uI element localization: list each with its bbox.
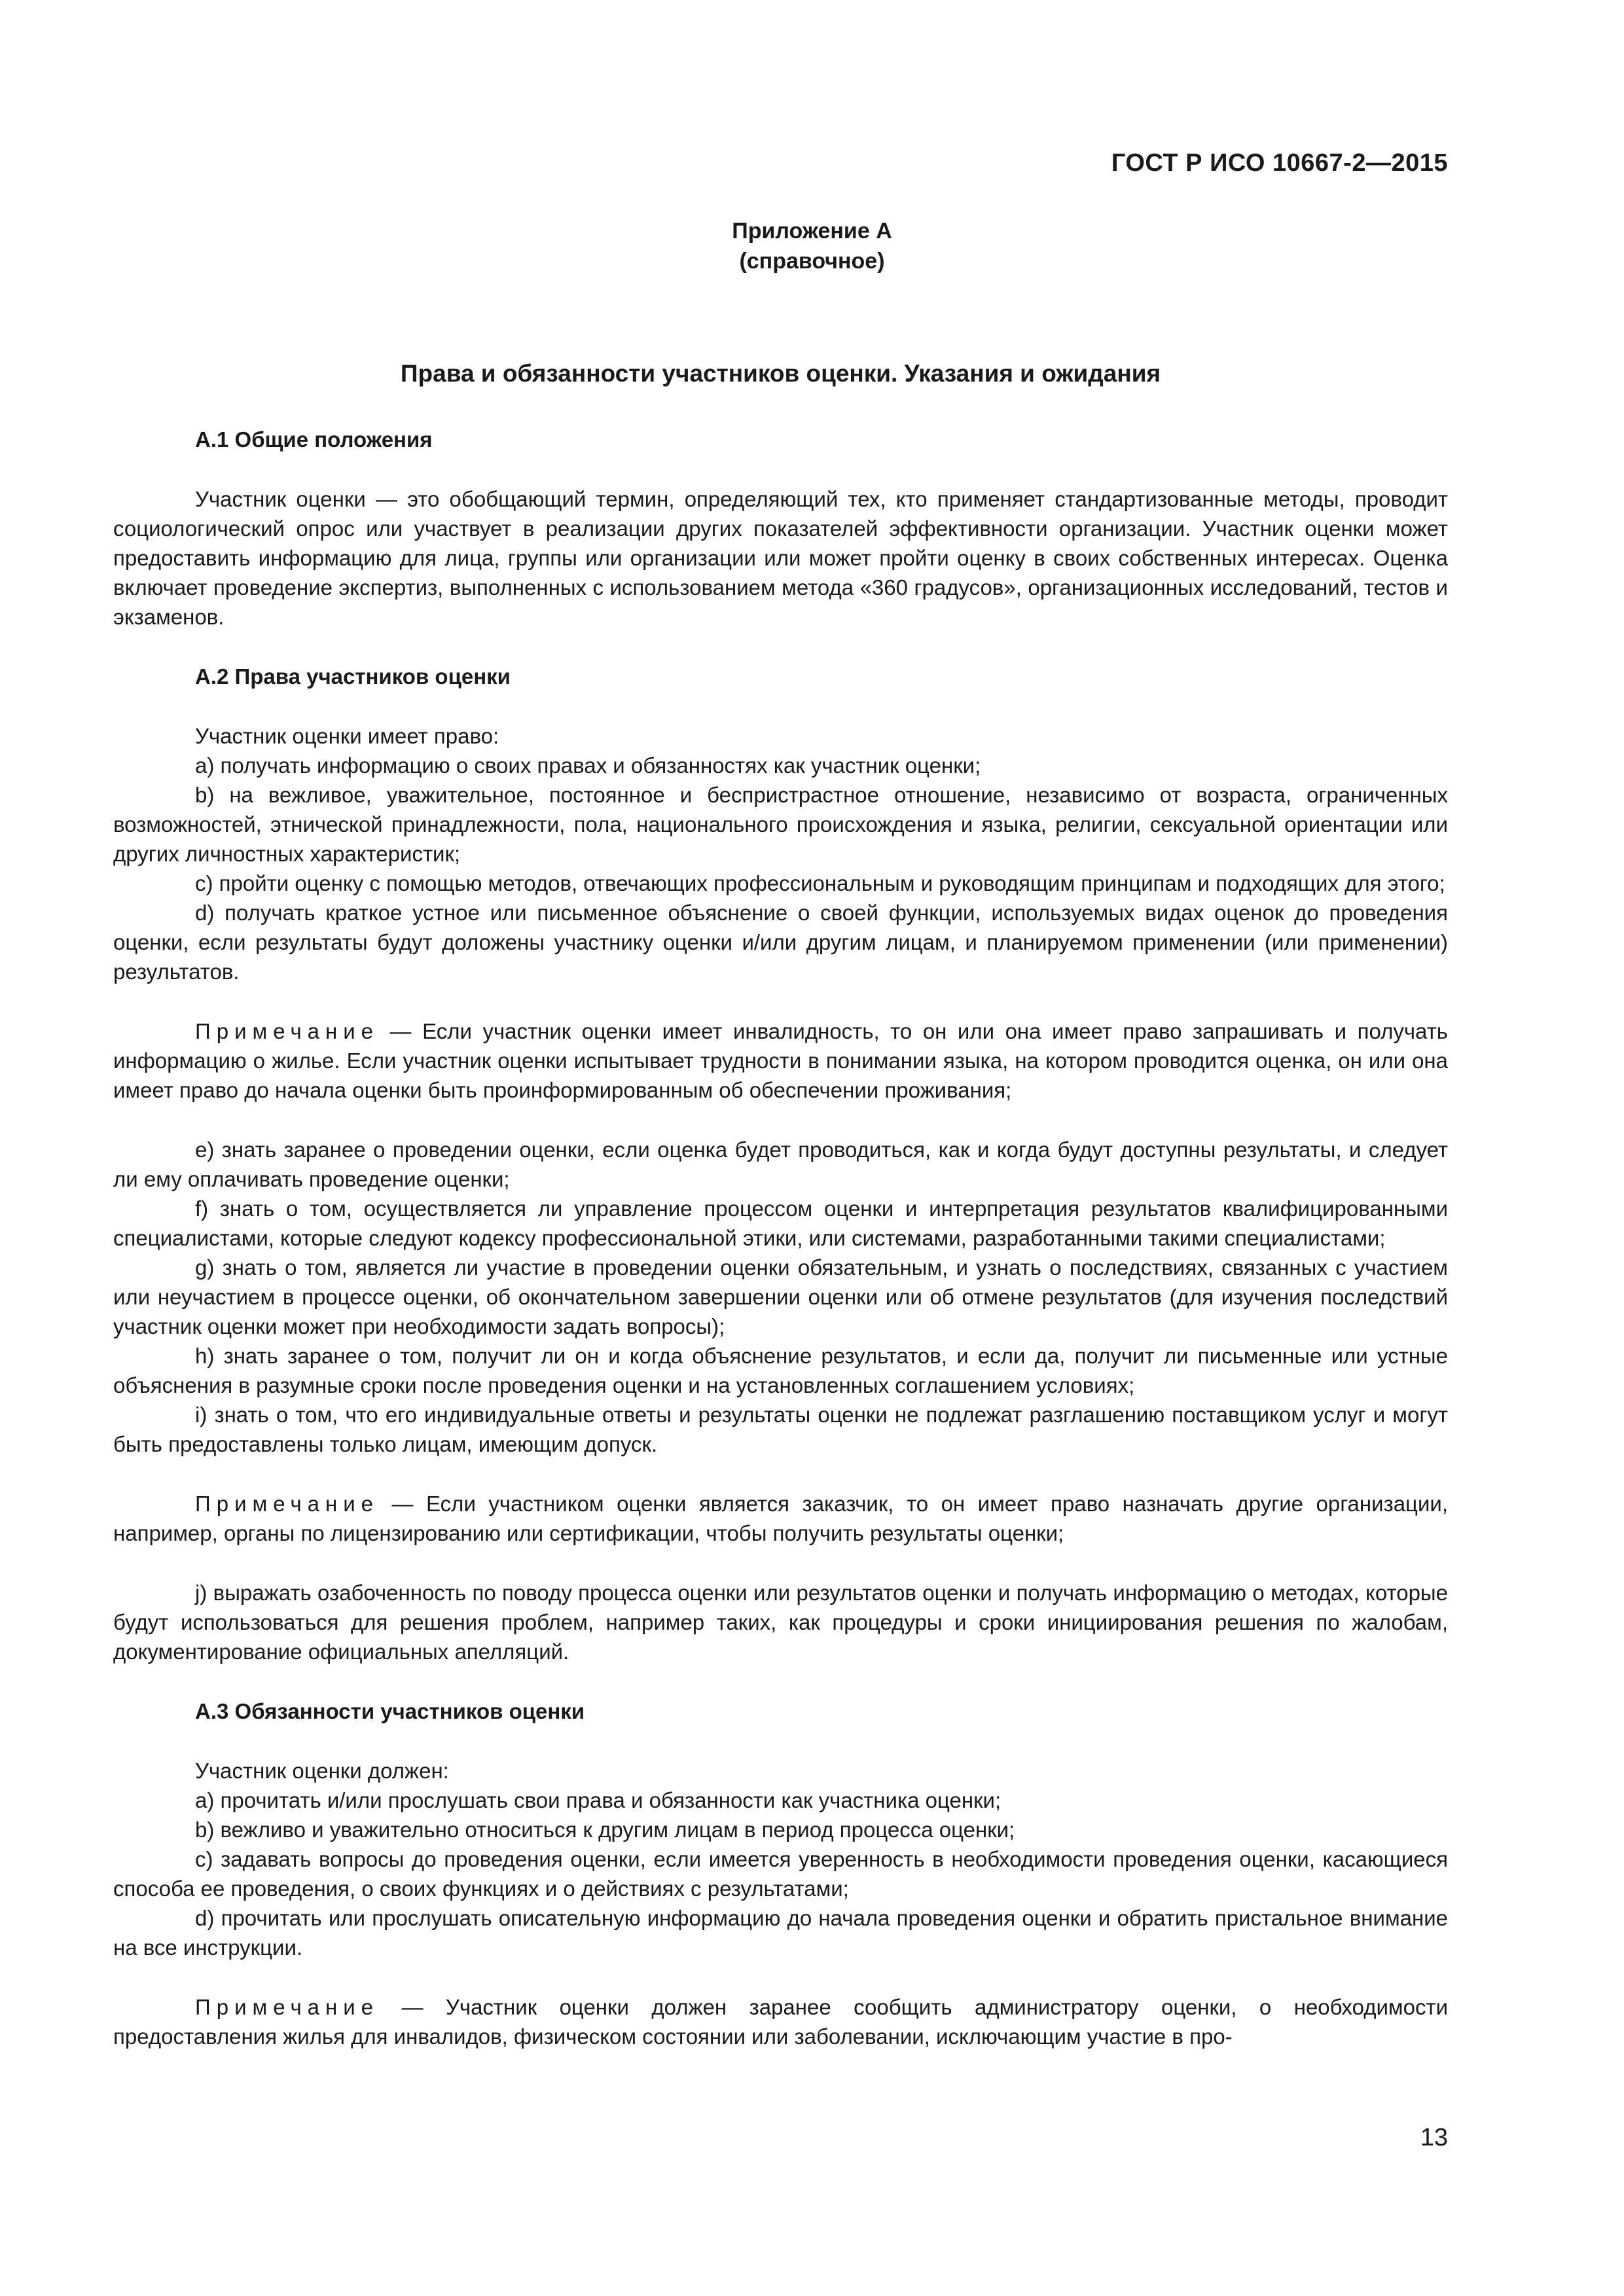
list-item-a3-b: b) вежливо и уважительно относиться к другим лицам в период процесса оценки;	[195, 1818, 1015, 1842]
standard-code: ГОСТ Р ИСО 10667-2—2015	[1111, 149, 1448, 177]
paragraph-a3-intro: Участник оценки должен:	[195, 1759, 449, 1783]
document-body	[113, 359, 1448, 2051]
list-item-a2-a: a) получать информацию о своих правах и обязанностях как участник оценки;	[195, 753, 981, 778]
list-item-a3-a: a) прочитать и/или прослушать свои права и обязанности как участника оценки;	[195, 1788, 1001, 1812]
list-item-a2-j: j) выражать озабоченность по поводу процесса оценки или результатов оценки и получать информацию о методах, которые будут использоваться для решения проблем, например таких, как процедуры и сроки инициирования решения по жалобам, документирование официальных апелляций.	[113, 1581, 1448, 1664]
list-item-a3-c: c) задавать вопросы до проведения оценки, если имеется уверенность в необходимости проведения оценки, касающиеся способа ее проведения, о своих функциях и о действиях с результатами;	[113, 1847, 1448, 1901]
list-item-a2-c: c) пройти оценку с помощью методов, отвечающих профессиональным и руководящим принципам и подходящих для этого;	[195, 871, 1445, 895]
section-heading-a2: А.2 Права участников оценки	[195, 664, 511, 689]
main-title: Права и обязанности участников оценки. Указания и ожидания	[400, 360, 1161, 387]
note-a2-1	[113, 1016, 1448, 1105]
list-item-a3-d: d) прочитать или прослушать описательную информацию до начала проведения оценки и обратить пристальное внимание на все инструкции.	[113, 1906, 1448, 1960]
annex-block	[0, 216, 1624, 276]
annex-title: Приложение А	[732, 219, 892, 243]
annex-status: (справочное)	[739, 249, 885, 274]
section-heading-a3: А.3 Обязанности участников оценки	[195, 1699, 585, 1723]
note-text: — Если участником оценки является заказчик, то он имеет право назначать другие организации, например, органы по лицензированию или сертификации, чтобы получить результаты оценки;	[113, 1492, 1448, 1545]
paragraph-a2-intro: Участник оценки имеет право:	[195, 724, 499, 748]
note-a2-2	[113, 1489, 1448, 1548]
list-item-a2-b: b) на вежливое, уважительное, постоянное и беспристрастное отношение, независимо от возраста, ограниченных возможностей, этнической принадлежности, пола, национального происхождения и языка, религии, сексуальной ориентации или других личностных характеристик;	[113, 783, 1448, 866]
list-item-a2-d: d) получать краткое устное или письменное объяснение о своей функции, используемых видах оценок до проведения оценки, если результаты будут доложены участнику оценки и/или другим лицам, и планируемом применении (или применении) результатов.	[113, 901, 1448, 984]
list-item-a2-e: e) знать заранее о проведении оценки, если оценка будет проводиться, как и когда будут доступны результаты, и следует ли ему оплачивать проведение оценки;	[113, 1138, 1448, 1191]
list-item-a2-g: g) знать о том, является ли участие в проведении оценки обязательным, и узнать о последствиях, связанных с участием или неучастием в процессе оценки, об окончательном завершении оценки или об отмене результатов (для изучения последствий участник оценки может при необходимости задать вопросы);	[113, 1255, 1448, 1338]
note-text: — Участник оценки должен заранее сообщить администратору оценки, о необходимости предоставления жилья для инвалидов, физическом состоянии или заболевании, исключающим участие в про-	[113, 1995, 1448, 2049]
note-label: Примечание	[195, 1492, 380, 1516]
note-label: Примечание	[195, 1995, 380, 2019]
note-label: Примечание	[195, 1019, 380, 1043]
list-item-a2-h: h) знать заранее о том, получит ли он и когда объяснение результатов, и если да, получит ли письменные или устные объяснения в разумные сроки после проведения оценки и на установленных соглашением условиях;	[113, 1344, 1448, 1397]
note-text: — Если участник оценки имеет инвалидность, то он или она имеет право запрашивать и получать информацию о жилье. Если участник оценки испытывает трудности в понимании языка, на котором проводится оценка, он или она имеет право до начала оценки быть проинформированным об обеспечении проживания;	[113, 1019, 1448, 1102]
section-heading-a1: А.1 Общие положения	[195, 427, 433, 452]
list-item-a2-i: i) знать о том, что его индивидуальные ответы и результаты оценки не подлежат разглашению поставщиком услуг и могут быть предоставлены только лицам, имеющим допуск.	[113, 1403, 1448, 1456]
page-number: 13	[1420, 2124, 1448, 2151]
note-a3	[113, 1992, 1448, 2051]
paragraph-a1: Участник оценки — это обобщающий термин, определяющий тех, кто применяет стандартизованные методы, проводит социологический опрос или участвует в реализации других показателей эффективности организации. Участник оценки может предоставить информацию для лица, группы или организации или может пройти оценку в своих собственных интересах. Оценка включает проведение экспертиз, выполненных с использованием метода «360 градусов», организационных исследований, тестов и экзаменов.	[113, 487, 1448, 629]
list-item-a2-f: f) знать о том, осуществляется ли управление процессом оценки и интерпретация результатов квалифицированными специалистами, которые следуют кодексу профессиональной этики, или системами, разработанными такими специалистами;	[113, 1196, 1448, 1250]
